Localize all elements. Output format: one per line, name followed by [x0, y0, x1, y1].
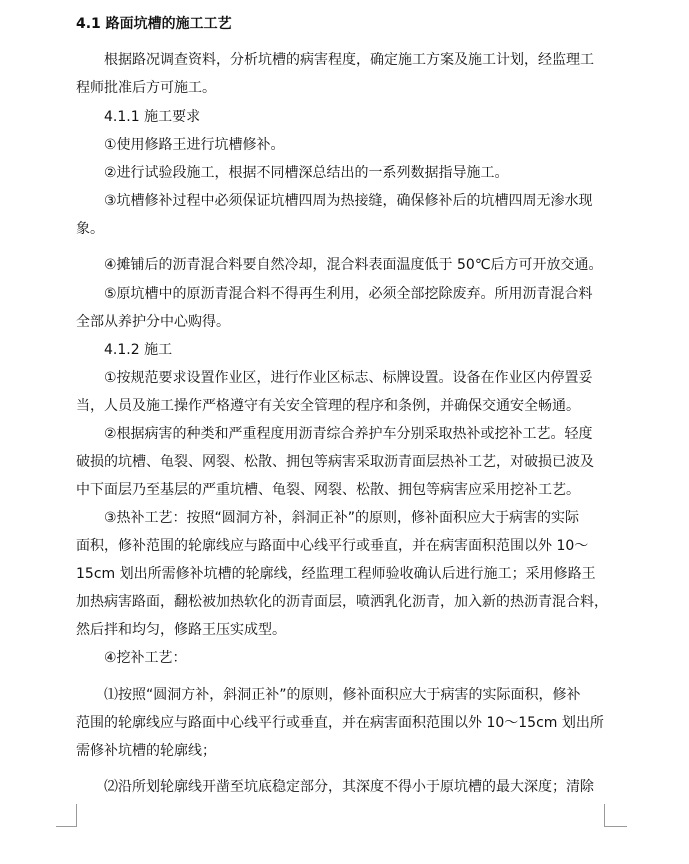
paragraph-line: 当，人员及施工操作严格遵守有关安全管理的程序和条例，并确保交通安全畅通。 [76, 398, 580, 414]
paragraph-line: 面积，修补范围的轮廓线应与路面中心线平行或垂直，并在病害面积范围以外 10～ [76, 538, 589, 554]
paragraph-line: 全部从养护分中心购得。 [76, 314, 230, 330]
paragraph-line: 然后拌和均匀，修路王压实成型。 [76, 622, 286, 638]
paragraph-line: ④摊铺后的沥青混合料要自然冷却，混合料表面温度低于 50℃后方可开放交通。 [104, 257, 603, 273]
paragraph-line: ⑴按照“圆洞方补，斜洞正补”的原则，修补面积应大于病害的实际面积，修补 [104, 687, 581, 703]
paragraph-line: 范围的轮廓线应与路面中心线平行或垂直，并在病害面积范围以外 10～15cm 划出所 [76, 715, 604, 731]
paragraph-line: 象。 [76, 221, 104, 237]
paragraph-line: ③坑槽修补过程中必须保证坑槽四周为热接缝，确保修补后的坑槽四周无渗水现 [104, 193, 593, 209]
page-corner-mark-right [604, 804, 627, 827]
paragraph-line: ⑤原坑槽中的原沥青混合料不得再生利用，必须全部挖除废弃。所用沥青混合料 [104, 286, 593, 302]
paragraph-line: 程师批准后方可施工。 [76, 80, 216, 96]
paragraph-line: ②根据病害的种类和严重程度用沥青综合养护车分别采取热补或挖补工艺。轻度 [104, 426, 593, 442]
paragraph-line: ⑵沿所划轮廓线开凿至坑底稳定部分，其深度不得小于原坑槽的最大深度；清除 [104, 779, 594, 795]
paragraph-line: 15cm 划出所需修补坑槽的轮廓线，经监理工程师验收确认后进行施工；采用修路王 [76, 566, 596, 582]
paragraph-line: 需修补坑槽的轮廓线； [76, 743, 216, 759]
subheading-4-1-2: 4.1.2 施工 [104, 342, 173, 358]
paragraph-line: 中下面层乃至基层的严重坑槽、龟裂、网裂、松散、拥包等病害应采用挖补工艺。 [76, 482, 580, 498]
subheading-4-1-1: 4.1.1 施工要求 [104, 109, 201, 125]
page-corner-mark-left [56, 804, 77, 827]
paragraph-line: ②进行试验段施工，根据不同槽深总结出的一系列数据指导施工。 [104, 165, 509, 181]
paragraph-line: ④挖补工艺： [104, 650, 187, 666]
paragraph-line: ①使用修路王进行坑槽修补。 [104, 137, 285, 153]
paragraph-line: ①按规范要求设置作业区，进行作业区标志、标牌设置。设备在作业区内停置妥 [104, 370, 593, 386]
paragraph-line: 破损的坑槽、龟裂、网裂、松散、拥包等病害采取沥青面层热补工艺，对破损已波及 [76, 454, 594, 470]
section-heading: 4.1 路面坑槽的施工工艺 [76, 16, 232, 32]
paragraph-line: 根据路况调查资料，分析坑槽的病害程度，确定施工方案及施工计划，经监理工 [104, 52, 594, 68]
paragraph-line: ③热补工艺：按照“圆洞方补，斜洞正补”的原则，修补面积应大于病害的实际 [104, 510, 580, 526]
paragraph-line: 加热病害路面，翻松被加热软化的沥青面层，喷洒乳化沥青，加入新的热沥青混合料， [76, 594, 608, 610]
